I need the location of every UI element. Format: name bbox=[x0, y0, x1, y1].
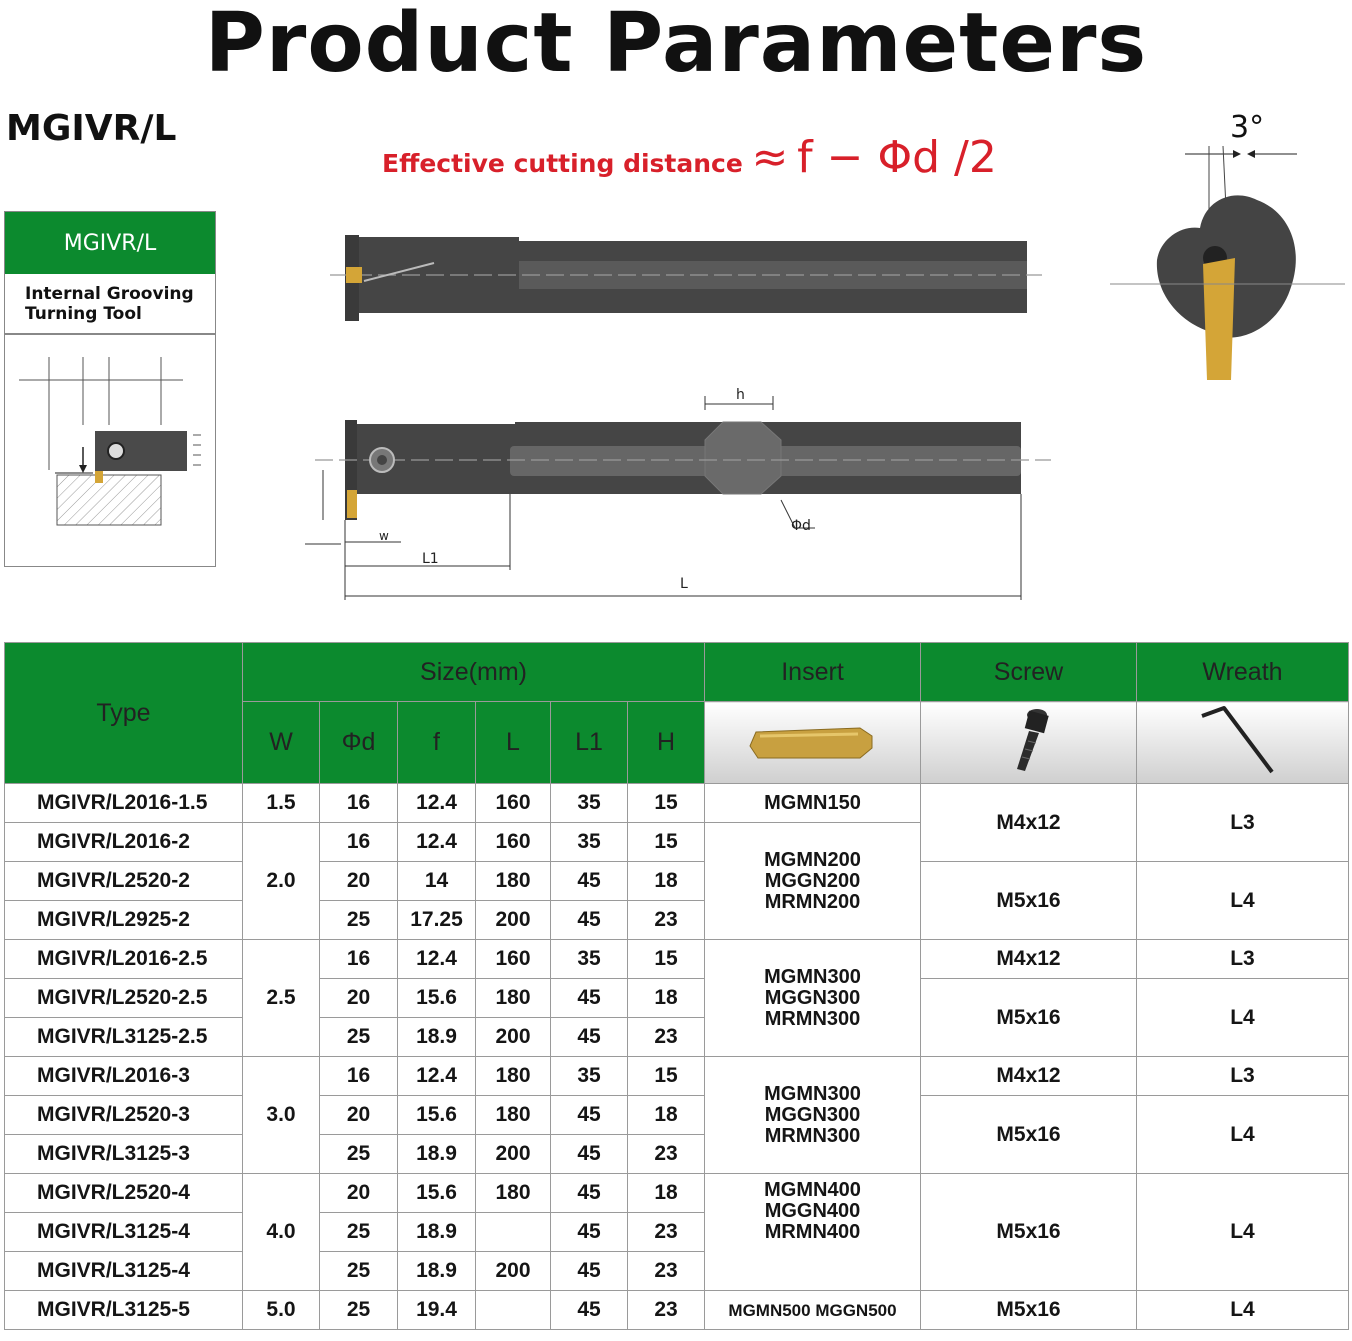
grooving-schematic-icon bbox=[5, 335, 215, 563]
col-l1: L1 bbox=[551, 702, 628, 784]
tool-card-desc-line2: Turning Tool bbox=[25, 304, 142, 324]
formula-approx: ≈ bbox=[751, 132, 789, 183]
cell-h: 18 bbox=[628, 979, 705, 1018]
cell-screw: M5x16 bbox=[921, 862, 1137, 940]
table-row bbox=[5, 1057, 1349, 1096]
cell-d: 16 bbox=[320, 940, 398, 979]
table-row bbox=[5, 1174, 1349, 1213]
cell-l: 200 bbox=[476, 1135, 551, 1174]
cell-w: 1.5 bbox=[243, 784, 320, 823]
col-type: Type bbox=[5, 643, 243, 784]
tool-card-desc-line1: Internal Grooving bbox=[25, 284, 194, 304]
col-w: W bbox=[243, 702, 320, 784]
cell-h: 18 bbox=[628, 1174, 705, 1213]
cell-screw: M5x16 bbox=[921, 1096, 1137, 1174]
cell-insert: MGMN300 MGGN300 MRMN300 bbox=[705, 940, 921, 1057]
col-f: f bbox=[398, 702, 476, 784]
formula-expression: f − Φd /2 bbox=[797, 132, 997, 183]
page-title: Product Parameters bbox=[204, 0, 1148, 91]
cell-l1: 35 bbox=[551, 940, 628, 979]
cell-l: 160 bbox=[476, 940, 551, 979]
col-h: H bbox=[628, 702, 705, 784]
cell-type: MGIVR/L3125-3 bbox=[5, 1135, 243, 1174]
cell-type: MGIVR/L3125-4 bbox=[5, 1213, 243, 1252]
cell-insert: MGMN150 bbox=[705, 784, 921, 823]
cell-type: MGIVR/L2520-3 bbox=[5, 1096, 243, 1135]
cell-h: 15 bbox=[628, 940, 705, 979]
angle-label: 3° bbox=[1230, 110, 1265, 145]
cell-l1: 45 bbox=[551, 901, 628, 940]
screw-icon bbox=[999, 703, 1059, 775]
cell-f: 14 bbox=[398, 862, 476, 901]
cell-f: 15.6 bbox=[398, 979, 476, 1018]
cell-d: 25 bbox=[320, 901, 398, 940]
cell-type: MGIVR/L3125-4 bbox=[5, 1252, 243, 1291]
tool-card-description bbox=[25, 284, 194, 324]
model-code: MGIVR/L bbox=[6, 108, 177, 149]
cell-wreath: L4 bbox=[1137, 1291, 1349, 1330]
cell-type: MGIVR/L2520-2.5 bbox=[5, 979, 243, 1018]
cell-h: 23 bbox=[628, 1018, 705, 1057]
cell-l: 200 bbox=[476, 901, 551, 940]
spec-table bbox=[4, 642, 1349, 1330]
col-screw: Screw bbox=[921, 643, 1137, 702]
cell-screw: M4x12 bbox=[921, 940, 1137, 979]
cell-d: 25 bbox=[320, 1291, 398, 1330]
cell-l: 180 bbox=[476, 1096, 551, 1135]
cell-l1: 45 bbox=[551, 862, 628, 901]
cell-l1: 45 bbox=[551, 1213, 628, 1252]
table-row bbox=[5, 940, 1349, 979]
cell-d: 25 bbox=[320, 1135, 398, 1174]
cell-wreath: L3 bbox=[1137, 784, 1349, 862]
cell-f: 18.9 bbox=[398, 1135, 476, 1174]
cell-l bbox=[476, 1213, 551, 1252]
cell-w: 3.0 bbox=[243, 1057, 320, 1174]
table-row bbox=[5, 862, 1349, 901]
cell-wreath: L4 bbox=[1137, 1096, 1349, 1174]
cell-f: 18.9 bbox=[398, 1018, 476, 1057]
cell-h: 23 bbox=[628, 901, 705, 940]
cell-f: 12.4 bbox=[398, 784, 476, 823]
cell-wreath: L4 bbox=[1137, 1174, 1349, 1291]
table-row bbox=[5, 784, 1349, 823]
cell-type: MGIVR/L2016-1.5 bbox=[5, 784, 243, 823]
cell-h: 23 bbox=[628, 1252, 705, 1291]
cell-insert: MGMN500 MGGN500 bbox=[705, 1291, 921, 1330]
insert-image-cell bbox=[705, 702, 921, 784]
cell-h: 23 bbox=[628, 1213, 705, 1252]
cell-screw: M4x12 bbox=[921, 784, 1137, 862]
cell-f: 17.25 bbox=[398, 901, 476, 940]
tool-card-header: MGIVR/L bbox=[5, 212, 215, 274]
cell-f: 18.9 bbox=[398, 1252, 476, 1291]
cell-d: 16 bbox=[320, 823, 398, 862]
cell-l: 180 bbox=[476, 979, 551, 1018]
dim-l-label: L bbox=[680, 576, 688, 592]
cell-wreath: L3 bbox=[1137, 940, 1349, 979]
cell-type: MGIVR/L2520-4 bbox=[5, 1174, 243, 1213]
col-phid: Φd bbox=[320, 702, 398, 784]
cell-l1: 45 bbox=[551, 979, 628, 1018]
cell-type: MGIVR/L2016-2 bbox=[5, 823, 243, 862]
formula-prefix: Effective cutting distance bbox=[382, 149, 743, 178]
cell-d: 25 bbox=[320, 1213, 398, 1252]
col-insert: Insert bbox=[705, 643, 921, 702]
cell-f: 19.4 bbox=[398, 1291, 476, 1330]
cell-w: 2.0 bbox=[243, 823, 320, 940]
hex-key-icon bbox=[1198, 702, 1288, 776]
cell-wreath: L4 bbox=[1137, 979, 1349, 1057]
cell-insert: MGMN200 MGGN200 MRMN200 bbox=[705, 823, 921, 940]
table-row bbox=[5, 979, 1349, 1018]
cell-screw: M5x16 bbox=[921, 979, 1137, 1057]
cell-type: MGIVR/L2925-2 bbox=[5, 901, 243, 940]
cell-screw: M5x16 bbox=[921, 1291, 1137, 1330]
dim-l1-label: L1 bbox=[422, 551, 439, 567]
cell-d: 16 bbox=[320, 784, 398, 823]
cell-h: 23 bbox=[628, 1291, 705, 1330]
cell-l: 180 bbox=[476, 862, 551, 901]
cell-type: MGIVR/L2016-3 bbox=[5, 1057, 243, 1096]
cell-l1: 45 bbox=[551, 1096, 628, 1135]
wrench-image-cell bbox=[1137, 702, 1349, 784]
tool-top-view-drawing bbox=[330, 225, 1050, 335]
cell-insert: MGMN400 MGGN400 MRMN400 bbox=[705, 1174, 921, 1291]
cell-w: 4.0 bbox=[243, 1174, 320, 1291]
cell-type: MGIVR/L3125-2.5 bbox=[5, 1018, 243, 1057]
table-header-row bbox=[5, 643, 1349, 702]
table-row bbox=[5, 1096, 1349, 1135]
cell-f: 15.6 bbox=[398, 1174, 476, 1213]
cell-w: 5.0 bbox=[243, 1291, 320, 1330]
cell-h: 18 bbox=[628, 862, 705, 901]
cell-l bbox=[476, 1291, 551, 1330]
dim-h-label: h bbox=[736, 387, 745, 403]
dim-phid-label: Φd bbox=[791, 518, 811, 534]
cell-f: 18.9 bbox=[398, 1213, 476, 1252]
cell-l1: 45 bbox=[551, 1252, 628, 1291]
cell-l: 160 bbox=[476, 784, 551, 823]
cell-f: 15.6 bbox=[398, 1096, 476, 1135]
cell-l: 200 bbox=[476, 1252, 551, 1291]
cell-d: 25 bbox=[320, 1018, 398, 1057]
cell-type: MGIVR/L2520-2 bbox=[5, 862, 243, 901]
cutting-distance-formula bbox=[382, 132, 997, 183]
cell-h: 15 bbox=[628, 823, 705, 862]
dim-w-label: w bbox=[379, 529, 389, 543]
insert-icon bbox=[748, 714, 878, 764]
cell-d: 25 bbox=[320, 1252, 398, 1291]
cell-l1: 35 bbox=[551, 784, 628, 823]
col-wreath: Wreath bbox=[1137, 643, 1349, 702]
cell-h: 23 bbox=[628, 1135, 705, 1174]
col-size: Size(mm) bbox=[243, 643, 705, 702]
cell-f: 12.4 bbox=[398, 823, 476, 862]
cell-d: 20 bbox=[320, 1096, 398, 1135]
cell-f: 12.4 bbox=[398, 1057, 476, 1096]
cell-l: 200 bbox=[476, 1018, 551, 1057]
cell-insert: MGMN300 MGGN300 MRMN300 bbox=[705, 1057, 921, 1174]
cell-d: 16 bbox=[320, 1057, 398, 1096]
cell-l1: 45 bbox=[551, 1018, 628, 1057]
cell-l: 180 bbox=[476, 1057, 551, 1096]
cell-l1: 45 bbox=[551, 1291, 628, 1330]
table-row bbox=[5, 1291, 1349, 1330]
cell-l1: 45 bbox=[551, 1174, 628, 1213]
cell-l1: 45 bbox=[551, 1135, 628, 1174]
tool-end-view-drawing bbox=[1105, 140, 1350, 390]
cell-screw: M4x12 bbox=[921, 1057, 1137, 1096]
cell-h: 18 bbox=[628, 1096, 705, 1135]
cell-l: 180 bbox=[476, 1174, 551, 1213]
cell-type: MGIVR/L3125-5 bbox=[5, 1291, 243, 1330]
cell-h: 15 bbox=[628, 1057, 705, 1096]
screw-image-cell bbox=[921, 702, 1137, 784]
tool-card bbox=[4, 211, 216, 567]
cell-h: 15 bbox=[628, 784, 705, 823]
cell-d: 20 bbox=[320, 862, 398, 901]
cell-d: 20 bbox=[320, 979, 398, 1018]
cell-screw: M5x16 bbox=[921, 1174, 1137, 1291]
cell-l: 160 bbox=[476, 823, 551, 862]
cell-l1: 35 bbox=[551, 823, 628, 862]
cell-wreath: L4 bbox=[1137, 862, 1349, 940]
cell-f: 12.4 bbox=[398, 940, 476, 979]
cell-wreath: L3 bbox=[1137, 1057, 1349, 1096]
cell-d: 20 bbox=[320, 1174, 398, 1213]
cell-type: MGIVR/L2016-2.5 bbox=[5, 940, 243, 979]
cell-w: 2.5 bbox=[243, 940, 320, 1057]
cell-l1: 35 bbox=[551, 1057, 628, 1096]
col-l: L bbox=[476, 702, 551, 784]
tool-side-view-drawing bbox=[295, 380, 1055, 610]
